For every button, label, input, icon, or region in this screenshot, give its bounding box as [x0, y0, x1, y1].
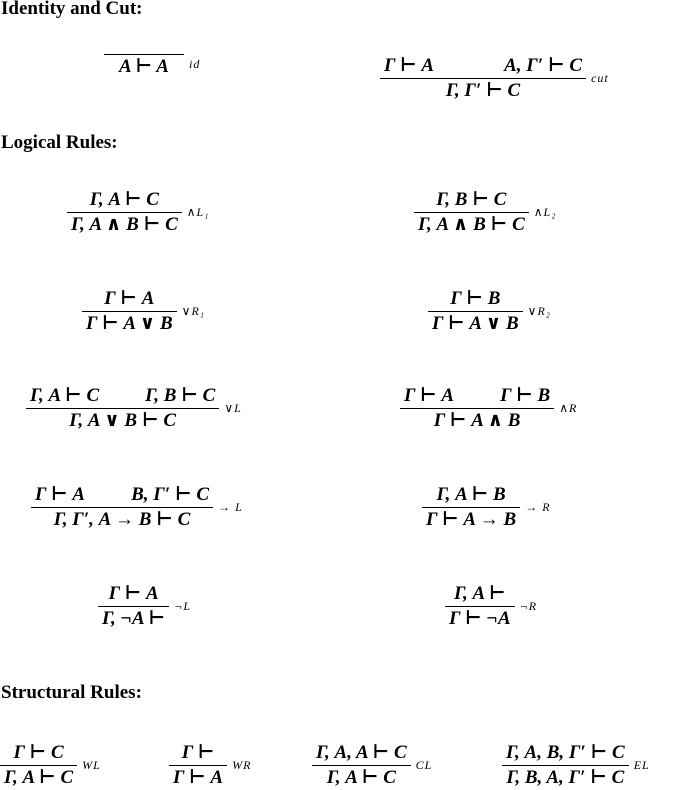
rule-premise: Γ, B ⊢ C — [145, 385, 216, 406]
rule-wr — [169, 741, 251, 790]
rule-imp-r — [422, 483, 551, 532]
rule-name: id — [189, 57, 201, 71]
rule-name: WR — [232, 758, 252, 772]
rule-premise: Γ, A, A ⊢ C — [316, 742, 407, 763]
rule-conclusion: Γ, Γ′ ⊢ C — [445, 80, 521, 101]
rule-name: ∧L₁ — [186, 205, 210, 219]
rule-conclusion: Γ ⊢ A — [173, 767, 224, 788]
rule-cl — [312, 741, 432, 790]
rule-conclusion: Γ, A ∨ B ⊢ C — [69, 410, 177, 431]
rule-premise: Γ, A ⊢ C — [30, 385, 100, 406]
rule-el — [502, 741, 650, 790]
rule-conclusion: A ⊢ A — [119, 56, 169, 77]
rule-and-l1 — [67, 188, 209, 237]
rule-id — [104, 54, 200, 79]
rule-premise: Γ ⊢ A — [104, 288, 155, 309]
rule-premise: Γ ⊢ A — [35, 484, 86, 505]
rule-premise: Γ, A ⊢ — [453, 583, 506, 604]
rule-neg-l — [98, 582, 191, 631]
logical-rules-heading: Logical Rules: — [1, 132, 118, 153]
rule-name: ∧R — [559, 401, 578, 415]
rule-conclusion: Γ ⊢ A ∨ B — [86, 313, 173, 334]
rule-name: ¬L — [174, 599, 192, 613]
rule-name: ∨R₁ — [181, 304, 205, 318]
rule-or-r2 — [428, 287, 551, 336]
identity-cut-heading: Identity and Cut: — [1, 0, 143, 19]
rule-and-r — [400, 384, 577, 433]
rule-neg-r — [445, 582, 537, 631]
rule-name: EL — [633, 758, 650, 772]
rule-and-l2 — [414, 188, 556, 237]
rule-premise: Γ, A, B, Γ′ ⊢ C — [506, 742, 625, 763]
structural-rules-heading: Structural Rules: — [1, 682, 142, 703]
rule-name: ∨R₂ — [527, 304, 551, 318]
rule-name: ∧L₂ — [533, 205, 557, 219]
rule-conclusion: Γ, A ∧ B ⊢ C — [71, 214, 178, 235]
rule-premise: Γ ⊢ — [181, 742, 215, 763]
rule-conclusion: Γ, A ⊢ C — [4, 767, 74, 788]
rule-conclusion: Γ, A ⊢ C — [326, 767, 396, 788]
rule-conclusion: Γ ⊢ A ∨ B — [432, 313, 519, 334]
rule-or-l — [26, 384, 242, 433]
rule-name: → R — [525, 500, 551, 514]
rule-conclusion: Γ ⊢ ¬A — [449, 608, 511, 629]
rule-conclusion: Γ, ¬A ⊢ — [102, 608, 166, 629]
rule-cut — [380, 54, 609, 103]
rule-name: CL — [415, 758, 433, 772]
rule-conclusion: Γ, A ∧ B ⊢ C — [418, 214, 525, 235]
rule-premise: Γ ⊢ A — [108, 583, 159, 604]
rule-name: ∨L — [224, 401, 242, 415]
rule-premise: A, Γ′ ⊢ C — [504, 55, 583, 76]
rule-conclusion: Γ, Γ′, A → B ⊢ C — [53, 509, 191, 530]
rule-name: cut — [591, 71, 609, 85]
rule-premise: Γ ⊢ A — [384, 55, 435, 76]
rule-premise: Γ ⊢ B — [500, 385, 551, 406]
rule-imp-l — [31, 483, 243, 532]
rule-premise: Γ, A ⊢ B — [436, 484, 506, 505]
rule-name: WL — [82, 758, 101, 772]
rule-premise: Γ ⊢ A — [404, 385, 455, 406]
rule-name: → L — [218, 500, 243, 514]
rule-conclusion: Γ ⊢ A ∧ B — [433, 410, 521, 431]
rule-premise: Γ ⊢ C — [13, 742, 64, 763]
rule-conclusion: Γ ⊢ A → B — [426, 509, 517, 530]
rule-premise: Γ ⊢ B — [450, 288, 501, 309]
rule-premise: B, Γ′ ⊢ C — [131, 484, 210, 505]
rule-premise: Γ, B ⊢ C — [436, 189, 507, 210]
rule-conclusion: Γ, B, A, Γ′ ⊢ C — [506, 767, 625, 788]
rule-premise: Γ, A ⊢ C — [89, 189, 159, 210]
rule-name: ¬R — [519, 599, 538, 613]
rule-or-r1 — [82, 287, 205, 336]
rule-wl — [0, 741, 101, 790]
